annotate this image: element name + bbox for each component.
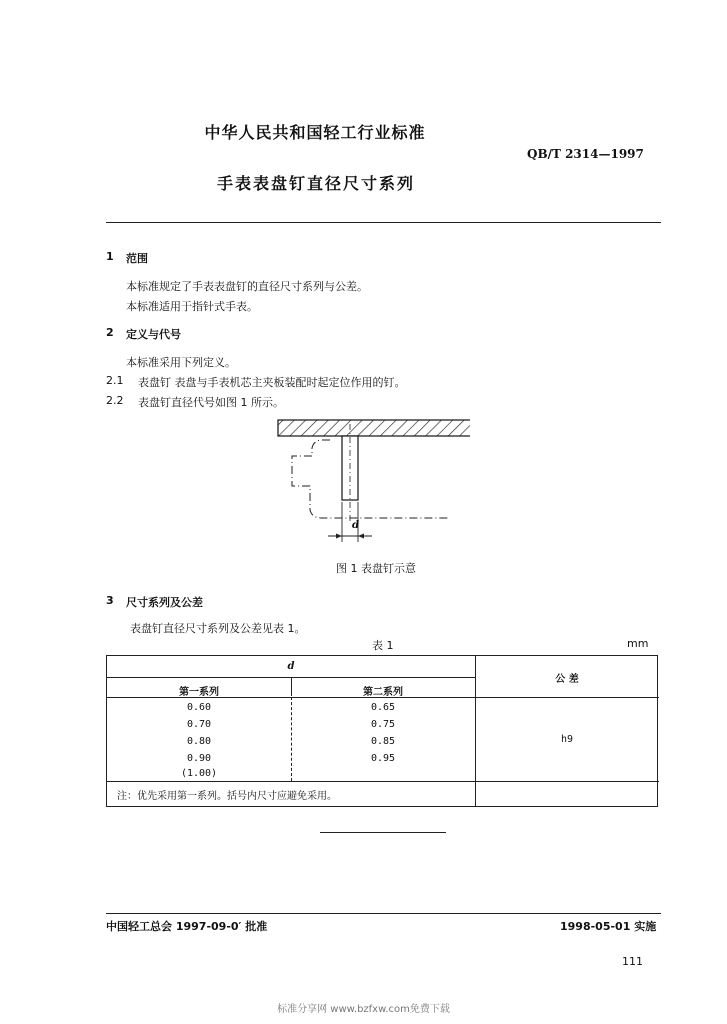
- table-cell-series-1: 0.70: [186, 719, 212, 730]
- table-header-series-1: 第一系列: [179, 687, 219, 698]
- table-header-tolerance: 公 差: [555, 674, 579, 685]
- table-cell-series-2: 0.65: [370, 702, 396, 713]
- section-1-number: 1: [106, 250, 114, 263]
- table-1-title: 表 1: [372, 639, 394, 652]
- section-2-paragraph-1: 本标准采用下列定义。: [126, 356, 236, 369]
- section-2-1-text: 表盘钉 表盘与手表机芯主夹板装配时起定位作用的钉。: [138, 376, 406, 389]
- table-1: [106, 655, 658, 807]
- table-note: 注：优先采用第一系列。括号内尺寸应避免采用。: [117, 791, 337, 802]
- figure-1-caption: 图 1 表盘钉示意: [336, 562, 416, 575]
- section-2-number: 2: [106, 326, 114, 339]
- table-cell-series-2: 0.75: [370, 719, 396, 730]
- watermark-text: 标准分享网 www.bzfxw.com免费下载: [277, 1004, 450, 1015]
- table-cell-series-1: 0.90: [186, 753, 212, 764]
- standard-organization: 中华人民共和国轻工行业标准: [204, 123, 426, 142]
- section-2-title: 定义与代号: [126, 328, 181, 341]
- section-2-2-number: 2.2: [106, 394, 124, 407]
- table-cell-tolerance: h9: [560, 734, 574, 745]
- table-cell-series-2: 0.85: [370, 736, 396, 747]
- diameter-label: d: [352, 520, 359, 531]
- table-header-series-2: 第二系列: [363, 687, 403, 698]
- dial-plate-section: [278, 420, 470, 436]
- implementation-date: 1998-05-01 实施: [560, 920, 657, 933]
- section-1-paragraph-1: 本标准规定了手表表盘钉的直径尺寸系列与公差。: [126, 280, 368, 293]
- approval-info: 中国轻工总会 1997-09-0′ 批准: [106, 920, 268, 933]
- section-3-paragraph-1: 表盘钉直径尺寸系列及公差见表 1。: [130, 622, 306, 635]
- table-cell-series-2: 0.95: [370, 753, 396, 764]
- section-3-number: 3: [106, 594, 114, 607]
- footer-rule: [106, 913, 661, 914]
- section-2-2-text: 表盘钉直径代号如图 1 所示。: [138, 396, 284, 409]
- table-cell-series-1: (1.00): [180, 768, 218, 779]
- table-unit: mm: [627, 637, 649, 650]
- dial-pin-figure: [270, 410, 470, 555]
- section-1-paragraph-2: 本标准适用于指针式手表。: [126, 300, 258, 313]
- section-1-title: 范围: [126, 252, 148, 265]
- page-number: 111: [622, 955, 643, 968]
- end-rule: [320, 832, 446, 833]
- standard-code: QB/T 2314—1997: [527, 147, 644, 161]
- section-2-1-number: 2.1: [106, 374, 124, 387]
- section-3-title: 尺寸系列及公差: [126, 596, 203, 609]
- table-cell-series-1: 0.60: [186, 702, 212, 713]
- movement-outline: [292, 440, 450, 518]
- header-rule: [106, 222, 661, 223]
- table-group-header-d: d: [287, 661, 295, 672]
- document-title: 手表表盘钉直径尺寸系列: [216, 174, 415, 193]
- table-cell-series-1: 0.80: [186, 736, 212, 747]
